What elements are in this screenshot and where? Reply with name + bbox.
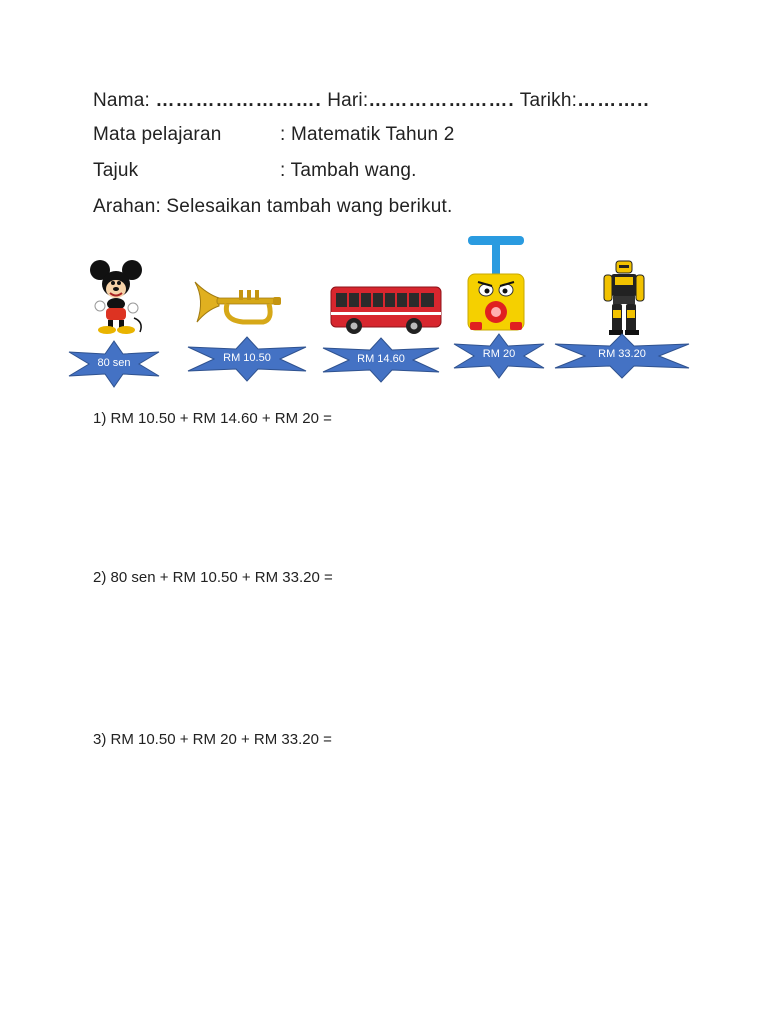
price-star-5 xyxy=(553,333,691,379)
mickey-mouse-icon xyxy=(88,258,148,336)
hari-label: Hari: xyxy=(327,90,369,111)
topic-label: Tajuk xyxy=(93,160,139,181)
price-star-1 xyxy=(67,340,161,388)
instruction-line: Arahan: Selesaikan tambah wang berikut. xyxy=(93,196,453,217)
balloon-car-toy-icon xyxy=(464,234,528,334)
student-info-line xyxy=(93,90,650,112)
price-label: RM 14.60 xyxy=(357,353,405,365)
question-2: 2) 80 sen + RM 10.50 + RM 33.20 = xyxy=(93,569,333,586)
topic-line xyxy=(93,160,693,182)
price-star-2 xyxy=(186,336,308,382)
hari-blank[interactable]: …………………. xyxy=(368,90,515,111)
bus-icon xyxy=(330,286,442,336)
price-label: RM 20 xyxy=(482,348,516,360)
price-star-3 xyxy=(321,337,441,383)
tarikh-label: Tarikh: xyxy=(519,90,578,111)
nama-label: Nama: xyxy=(93,90,150,111)
subject-line xyxy=(93,124,693,146)
question-3: 3) RM 10.50 + RM 20 + RM 33.20 = xyxy=(93,731,332,748)
price-label: 80 sen xyxy=(97,357,131,369)
topic-value: : Tambah wang. xyxy=(280,160,417,181)
trumpet-icon xyxy=(193,280,283,332)
price-label: RM 10.50 xyxy=(223,352,271,364)
nama-blank[interactable]: ……………………. xyxy=(155,90,322,111)
subject-label: Mata pelajaran xyxy=(93,124,222,145)
robot-icon xyxy=(601,260,647,336)
tarikh-blank[interactable]: ……….. xyxy=(577,90,650,111)
question-1: 1) RM 10.50 + RM 14.60 + RM 20 = xyxy=(93,410,332,427)
price-star-4 xyxy=(452,333,546,379)
subject-value: : Matematik Tahun 2 xyxy=(280,124,455,145)
price-label: RM 33.20 xyxy=(598,348,646,360)
